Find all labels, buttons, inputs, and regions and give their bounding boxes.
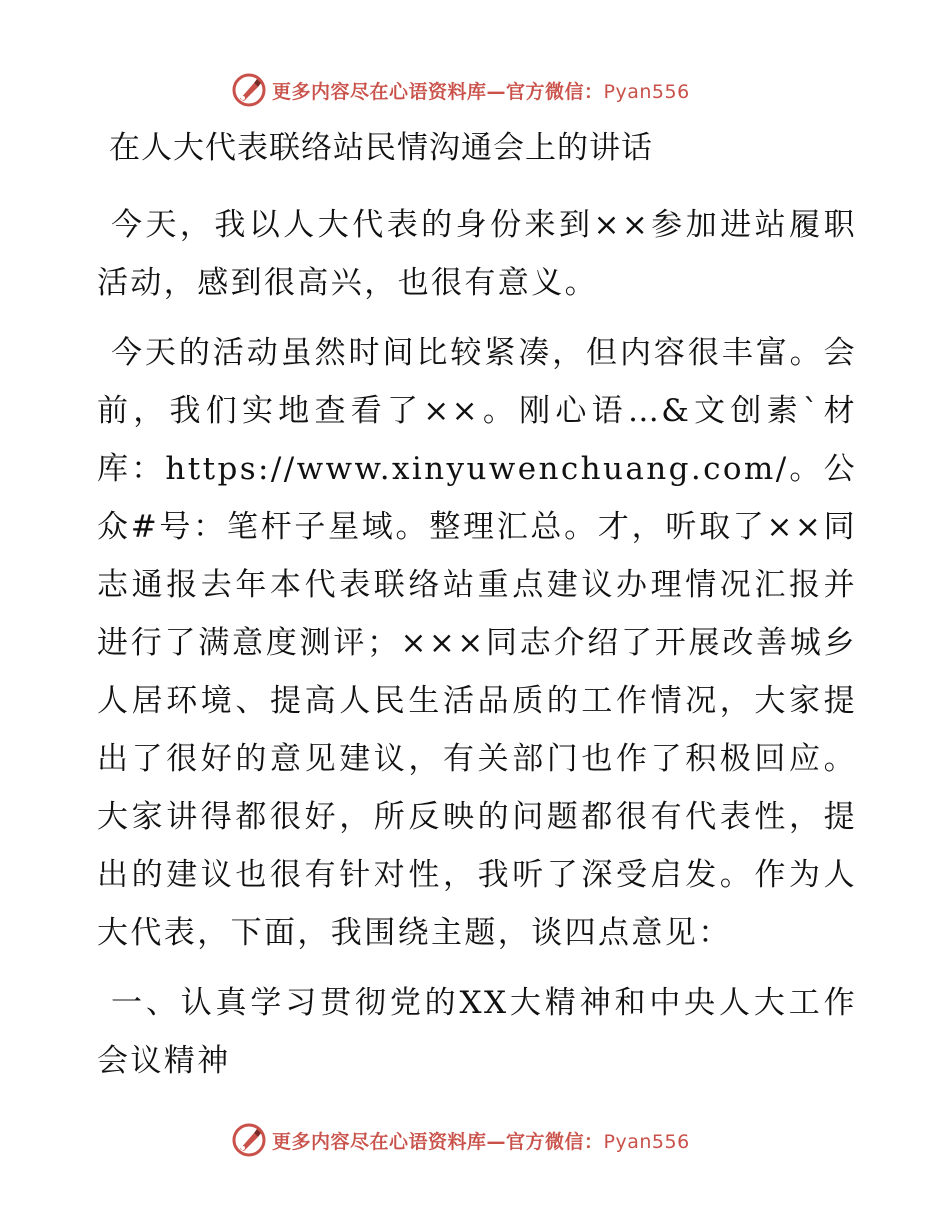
paragraph-2: 今天的活动虽然时间比较紧凑，但内容很丰富。会前，我们实地查看了××。刚心语…&文创素`材库：https://www.xinyuwenchuang.com/。公众#号：笔杆子星域。整理汇总。才，听取了××同志通报去年本代表联络站重点建议办理情况汇报并进行了满意度测评；×××同志介绍了开展改善城乡人居环境、提高人民生活品质的工作情况，大家提出了很好的意见建议，有关部门也作了积极回应。大家讲得都很好，所反映的问题都很有代表性，提出的建议也很有针对性，我听了深受启发。作为人大代表，下面，我围绕主题，谈四点意见： <box>97 335 857 951</box>
document-body <box>97 120 857 1102</box>
document-title: 在人大代表联络站民情沟通会上的讲话 <box>109 130 653 166</box>
banner-text <box>272 77 690 104</box>
logo-icon <box>232 1123 266 1157</box>
wechat-id: Pyan556 <box>603 1130 690 1153</box>
footer-banner <box>232 1120 690 1160</box>
wechat-id: Pyan556 <box>603 80 690 103</box>
banner-label: 更多内容尽在心语资料库—官方微信： <box>272 1130 604 1153</box>
logo-icon <box>232 73 266 107</box>
paragraph-1: 今天，我以人大代表的身份来到××参加进站履职活动，感到很高兴，也很有意义。 <box>97 207 857 301</box>
section-heading-1: 一、认真学习贯彻党的XX大精神和中央人大工作会议精神 <box>97 985 857 1079</box>
banner-text <box>272 1127 690 1154</box>
header-banner <box>232 70 690 110</box>
banner-label: 更多内容尽在心语资料库—官方微信： <box>272 80 604 103</box>
